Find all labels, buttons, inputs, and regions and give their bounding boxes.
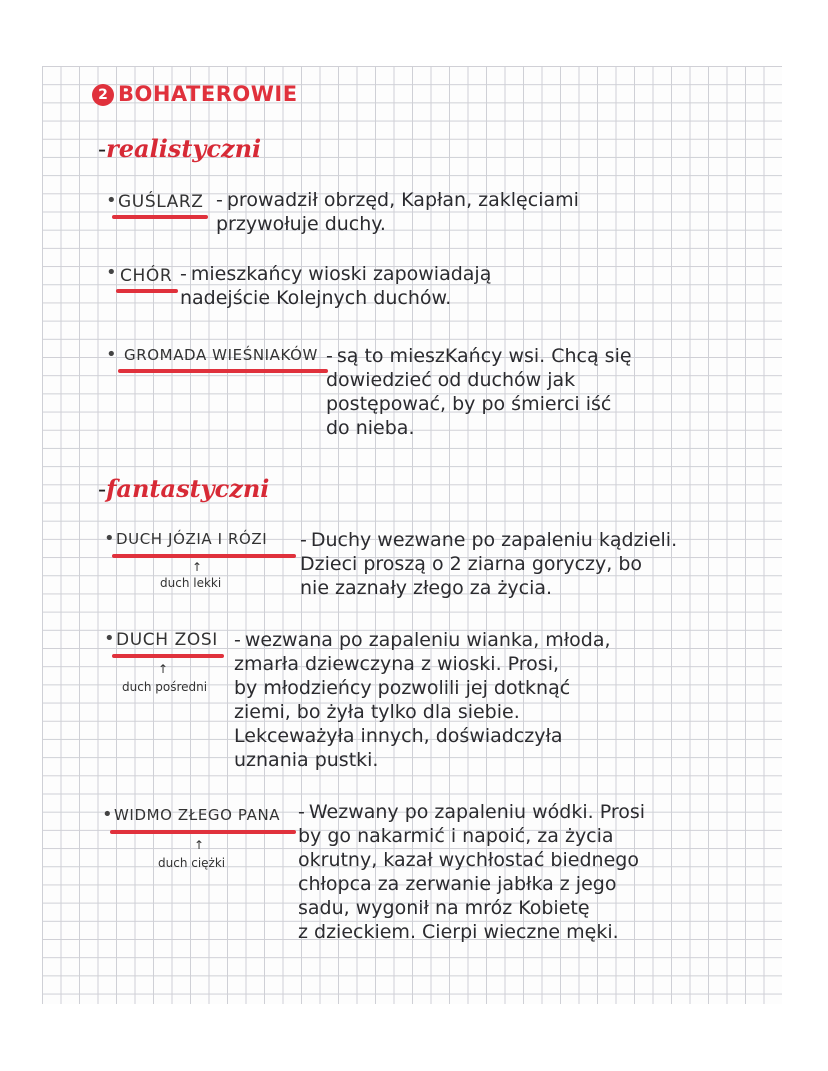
desc-text: prowadził obrzęd, Kapłan, zaklęciami przywołuje duchy. xyxy=(216,189,579,235)
desc-text: mieszkańcy wioski zapowiadają nadejście Kolejnych duchów. xyxy=(180,263,492,309)
section-heading-realistic xyxy=(98,134,261,163)
bullet-icon: • xyxy=(104,528,115,549)
desc-dash: - xyxy=(216,189,223,211)
name-underline xyxy=(110,830,296,834)
desc-dash: - xyxy=(180,263,187,285)
desc-text: wezwana po zapaleniu wianka, młoda, zmarła dziewczyna z wioski. Prosi, by młodzieńcy pozwolili jej dotknąć ziemi, bo żyła tylko dla siebie. Lekceważyła innych, doświadczyła uznania pustki. xyxy=(234,629,611,771)
character-description xyxy=(298,800,645,944)
desc-text: Duchy wezwane po zapaleniu kądzieli. Dzieci proszą o 2 ziarna goryczy, bo nie zaznały złego za życia. xyxy=(300,529,678,599)
name-underline xyxy=(112,654,224,658)
name-underline xyxy=(112,554,296,558)
character-name: CHÓR xyxy=(120,266,173,286)
character-description xyxy=(180,262,491,310)
section-heading-fantastic xyxy=(98,474,269,503)
bullet-icon: • xyxy=(102,804,113,825)
bullet-icon: • xyxy=(106,190,117,211)
desc-text: Wezwany po zapaleniu wódki. Prosi by go nakarmić i napoić, za życia okrutny, kazał wychłostać biednego chłopca za zerwanie jabłka z jego sadu, wygonił na mróz Kobietę z dzieckiem. Cierpi wieczne męki. xyxy=(298,801,646,943)
character-name: DUCH JÓZIA I RÓZI xyxy=(116,530,268,548)
title-number-badge: 2 xyxy=(92,84,114,106)
bullet-icon: • xyxy=(106,262,117,283)
name-underline xyxy=(118,369,328,373)
bullet-icon: • xyxy=(106,344,117,365)
section-label: realistyczni xyxy=(106,134,262,163)
section-dash: - xyxy=(98,135,107,163)
bullet-icon: • xyxy=(104,628,115,649)
character-name: DUCH ZOSI xyxy=(116,630,218,650)
character-name: WIDMO ZŁEGO PANA xyxy=(114,806,281,824)
name-underline xyxy=(112,215,208,219)
character-name: GROMADA WIEŚNIAKÓW xyxy=(124,346,318,364)
desc-dash: - xyxy=(326,345,333,367)
character-description xyxy=(234,628,611,772)
desc-dash: - xyxy=(300,529,307,551)
arrow-up-icon: ↑ xyxy=(158,662,169,676)
ghost-type-note: duch ciężki xyxy=(158,856,226,870)
character-description xyxy=(300,528,677,600)
page-title: BOHATEROWIE xyxy=(118,82,298,106)
section-label: fantastyczni xyxy=(106,474,270,503)
arrow-up-icon: ↑ xyxy=(194,838,205,852)
arrow-up-icon: ↑ xyxy=(192,560,203,574)
desc-text: są to mieszKańcy wsi. Chcą się dowiedzieć od duchów jak postępować, by po śmierci iść do nieba. xyxy=(326,345,632,439)
character-description xyxy=(216,188,579,236)
desc-dash: - xyxy=(234,629,241,651)
desc-dash: - xyxy=(298,801,305,823)
ghost-type-note: duch pośredni xyxy=(122,680,208,694)
section-dash: - xyxy=(98,475,107,503)
character-name: GUŚLARZ xyxy=(118,192,204,212)
character-description xyxy=(326,344,632,440)
ghost-type-note: duch lekki xyxy=(160,576,222,590)
name-underline xyxy=(116,289,178,293)
